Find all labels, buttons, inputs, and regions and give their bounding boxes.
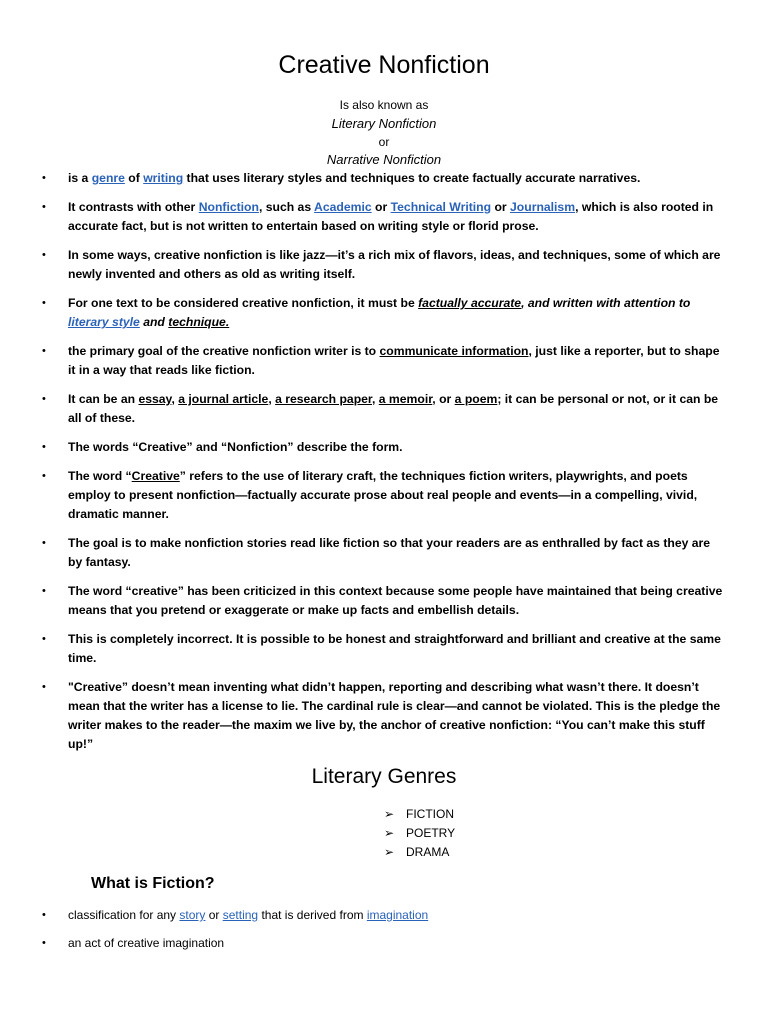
text: In some ways, creative nonfiction is like jazz—it’s a rich mix of flavors, ideas, and techniques, some of which are newly invented and others as old as writing itself. [68, 248, 721, 281]
definition-list [0, 169, 768, 764]
text: , which is also rooted in accurate fact, but is not written to entertain based on writing style or florid prose. [68, 200, 714, 233]
list-item [0, 294, 768, 332]
text: or [371, 200, 391, 214]
text: or [205, 908, 223, 922]
journalism-link[interactable]: Journalism [510, 200, 576, 214]
text: that uses literary styles and techniques to create factually accurate narratives. [183, 171, 641, 185]
text: The goal is to make nonfiction stories read like fiction so that your readers are as enthralled by fact as they are by fantasy. [68, 536, 711, 569]
list-item [0, 246, 768, 284]
genre-item: ➢ POETRY [384, 824, 455, 843]
list-item [0, 198, 768, 236]
journal-article: a journal article [178, 392, 269, 406]
essay: essay [138, 392, 172, 406]
genre-item: ➢ DRAMA [384, 843, 455, 862]
list-item [0, 390, 768, 428]
alt-name-literary: Literary Nonfiction [331, 116, 437, 131]
text: that is derived from [258, 908, 367, 922]
text: , [171, 392, 179, 406]
writing-link[interactable]: writing [143, 171, 184, 185]
research-paper: a research paper [275, 392, 372, 406]
text: and [139, 315, 169, 329]
genre-item: ➢ FICTION [384, 805, 455, 824]
technical-writing-link[interactable]: Technical Writing [390, 200, 492, 214]
memoir: a memoir [378, 392, 433, 406]
text: ; it can be personal or not, or it can be all of these. [68, 392, 719, 425]
alt-name-narrative: Narrative Nonfiction [326, 152, 442, 167]
text: the primary goal of the creative nonfiction writer is to [68, 344, 380, 358]
text: The words “Creative” and “Nonfiction” describe the form. [68, 440, 403, 454]
text: classification for any [68, 908, 180, 922]
list-item [0, 534, 768, 572]
text: The word “ [68, 469, 132, 483]
genres-list [384, 805, 455, 862]
text: , or [432, 392, 455, 406]
list-item [0, 906, 768, 925]
text: of [124, 171, 144, 185]
academic-link[interactable]: Academic [314, 200, 372, 214]
literary-genres-heading: Literary Genres [311, 765, 457, 788]
text: For one text to be considered creative nonfiction, it must be [68, 296, 419, 310]
communicate-information: communicate information [379, 344, 529, 358]
what-is-fiction-heading: What is Fiction? [91, 875, 215, 892]
list-item [0, 169, 768, 188]
imagination-link[interactable]: imagination [366, 908, 429, 922]
or-separator: or [378, 135, 390, 149]
creative-word: Creative [131, 469, 180, 483]
fiction-definition-list [0, 906, 768, 962]
nonfiction-link[interactable]: Nonfiction [198, 200, 259, 214]
list-item [0, 342, 768, 380]
text: , [371, 392, 379, 406]
list-item [0, 630, 768, 668]
list-item [0, 934, 768, 953]
text: This is completely incorrect. It is possible to be honest and straightforward and brilliant and creative at the same time. [68, 632, 721, 665]
text: "Creative” doesn’t mean inventing what didn’t happen, reporting and describing what wasn’t there. It doesn’t mean that the writer has a license to lie. The cardinal rule is clear—and cannot be violated. This is the pledge the writer makes to the reader—the maxim we live by, the anchor of creative nonfiction: “You can’t make this stuff up!” [68, 680, 721, 751]
factually-accurate: factually accurate [418, 296, 522, 310]
list-item [0, 438, 768, 457]
text: ” refers to the use of literary craft, the techniques fiction writers, playwrights, and poets employ to present nonfiction—factually accurate prose about real people and events—in a compelling, vivid, dramatic manner. [68, 469, 698, 521]
poem: a poem [454, 392, 498, 406]
text: The word “creative” has been criticized in this context because some people have maintained that being creative means that you pretend or exaggerate or make up facts and embellish details. [68, 584, 723, 617]
story-link[interactable]: story [179, 908, 206, 922]
text: , just like a reporter, but to shape it in a way that reads like fiction. [68, 344, 720, 377]
text: or [491, 200, 511, 214]
text: an act of creative imagination [68, 936, 225, 950]
list-item [0, 467, 768, 524]
list-item [0, 582, 768, 620]
also-known-as: Is also known as [339, 98, 429, 112]
text: , [268, 392, 276, 406]
genre-link[interactable]: genre [91, 171, 125, 185]
technique: technique. [168, 315, 230, 329]
text: It contrasts with other [68, 200, 199, 214]
text: is a [68, 171, 92, 185]
document-title: Creative Nonfiction [278, 51, 490, 79]
text: It can be an [68, 392, 139, 406]
literary-style-link[interactable]: literary style [68, 315, 140, 329]
text: , such as [258, 200, 315, 214]
list-item [0, 678, 768, 754]
text: , and written with attention to [521, 296, 691, 310]
setting-link[interactable]: setting [222, 908, 259, 922]
